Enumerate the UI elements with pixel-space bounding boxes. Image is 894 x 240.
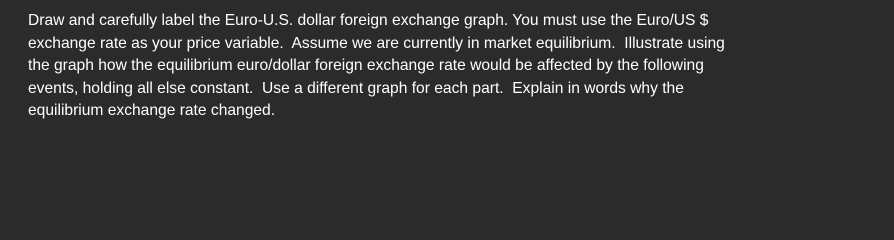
paragraph-line-2: exchange rate as your price variable. Assume we are currently in market equilibrium. Illustrate using xyxy=(28,34,725,52)
paragraph-line-4: events, holding all else constant. Use a different graph for each part. Explain in words why the xyxy=(28,79,684,97)
question-paragraph xyxy=(28,10,874,123)
paragraph-line-1: Draw and carefully label the Euro-U.S. dollar foreign exchange graph. You must use the Euro/US $ xyxy=(28,12,709,29)
paragraph-line-5: equilibrium exchange rate changed. xyxy=(28,102,276,120)
paragraph-line-3: the graph how the equilibrium euro/dollar foreign exchange rate would be affected by the following xyxy=(28,57,704,75)
